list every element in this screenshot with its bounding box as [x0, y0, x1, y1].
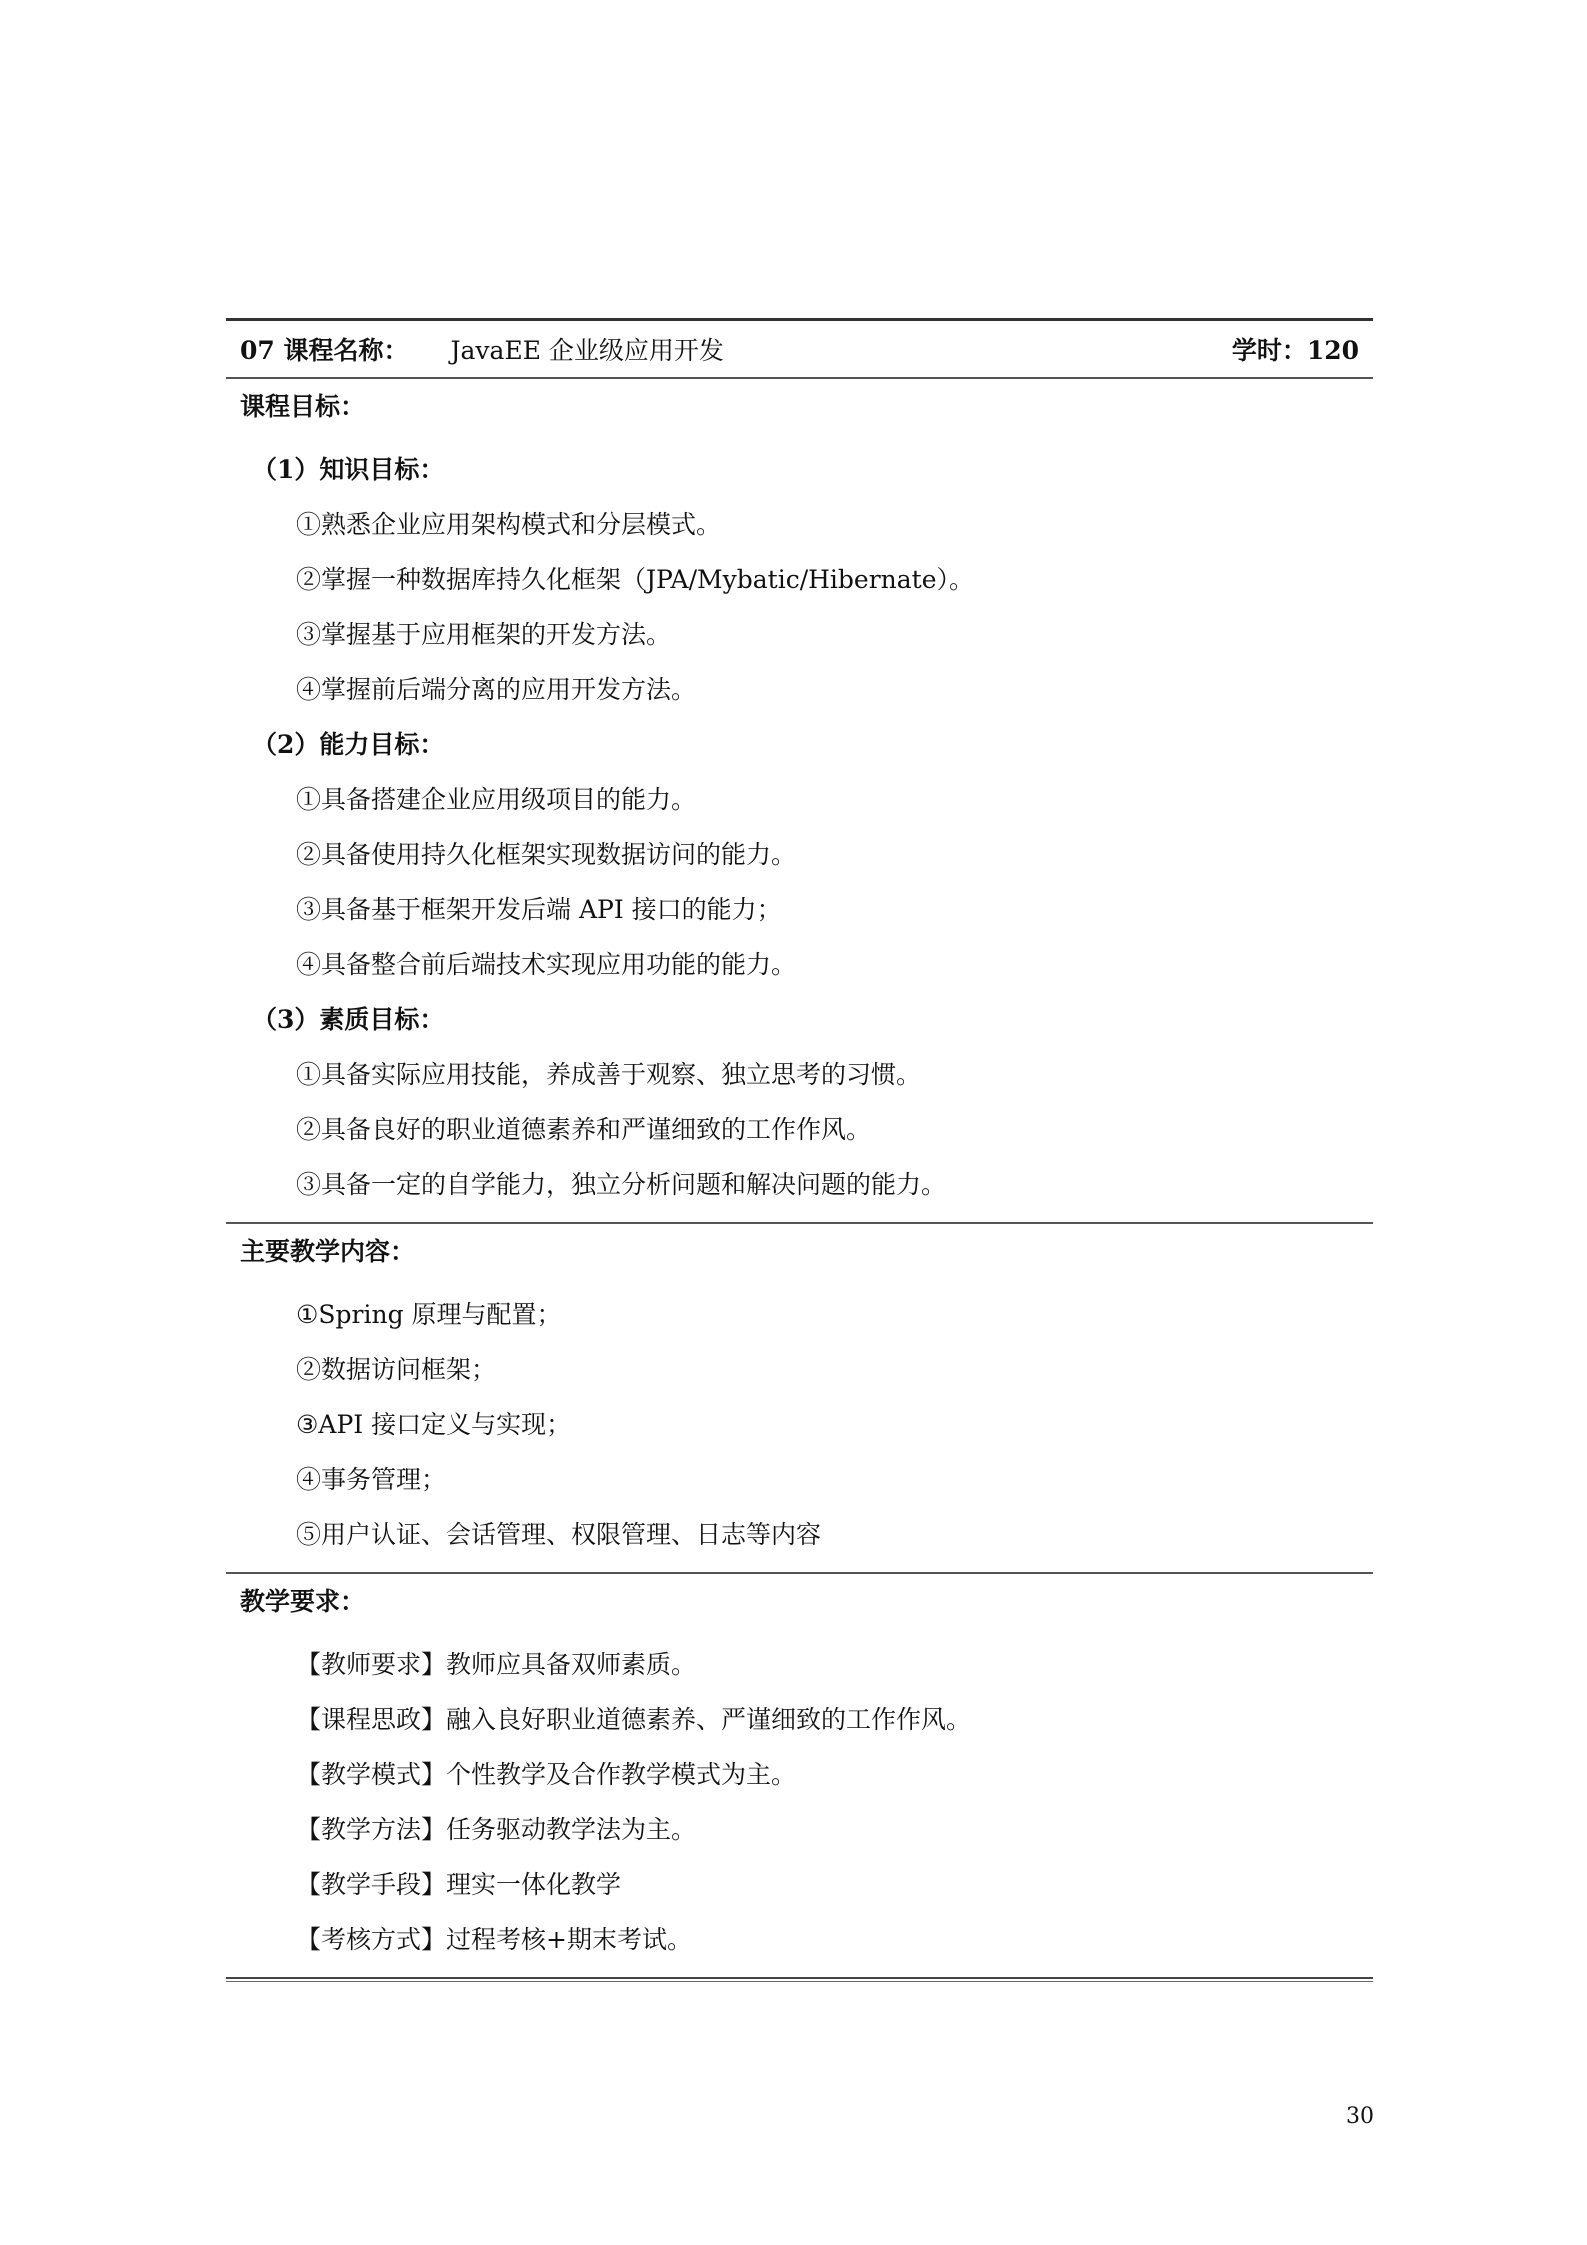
course-table: [226, 318, 1373, 1982]
requirement-item: 【教师要求】教师应具备双师素质。: [296, 1650, 697, 1679]
objectives-title: 课程目标：: [240, 392, 366, 421]
quality-item: ③具备一定的自学能力，独立分析问题和解决问题的能力。: [296, 1170, 947, 1199]
requirement-item: 【教学模式】个性教学及合作教学模式为主。: [296, 1760, 797, 1789]
content-title: 主要教学内容：: [240, 1237, 416, 1266]
course-name-label: 07 课程名称：: [240, 336, 409, 365]
ability-item: ④具备整合前后端技术实现应用功能的能力。: [296, 950, 797, 979]
requirement-item: 【课程思政】融入良好职业道德素养、严谨细致的工作作风。: [296, 1705, 972, 1734]
knowledge-item: ③掌握基于应用框架的开发方法。: [296, 620, 672, 649]
knowledge-objectives-title: （1）知识目标：: [252, 455, 445, 484]
quality-item: ②具备良好的职业道德素养和严谨细致的工作作风。: [296, 1115, 872, 1144]
ability-item: ①具备搭建企业应用级项目的能力。: [296, 785, 697, 814]
content-item: ③API 接口定义与实现；: [296, 1410, 572, 1439]
requirement-item: 【教学手段】理实一体化教学: [296, 1870, 622, 1899]
ability-item: ②具备使用持久化框架实现数据访问的能力。: [296, 840, 797, 869]
course-hours: 学时：120: [1231, 336, 1359, 365]
knowledge-item: ②掌握一种数据库持久化框架（JPA/Mybatic/Hibernate）。: [296, 565, 975, 594]
quality-objectives-title: （3）素质目标：: [252, 1005, 445, 1034]
requirements-section: [226, 1574, 1373, 1977]
course-name-value: JavaEE 企业级应用开发: [450, 336, 724, 365]
quality-item: ①具备实际应用技能，养成善于观察、独立思考的习惯。: [296, 1060, 922, 1089]
course-header-row: [226, 321, 1373, 377]
content-section: [226, 1224, 1373, 1572]
table-bottom-rule: [226, 1977, 1373, 1982]
requirements-title: 教学要求：: [240, 1587, 366, 1616]
requirement-item: 【考核方式】过程考核+期末考试。: [296, 1925, 692, 1954]
objectives-section: [226, 379, 1373, 1222]
content-item: ④事务管理；: [296, 1465, 447, 1494]
content-item: ②数据访问框架；: [296, 1355, 497, 1384]
knowledge-item: ①熟悉企业应用架构模式和分层模式。: [296, 510, 722, 539]
requirement-item: 【教学方法】任务驱动教学法为主。: [296, 1815, 697, 1844]
content-item: ①Spring 原理与配置；: [296, 1300, 562, 1329]
ability-item: ③具备基于框架开发后端 API 接口的能力；: [296, 895, 782, 924]
knowledge-item: ④掌握前后端分离的应用开发方法。: [296, 675, 697, 704]
ability-objectives-title: （2）能力目标：: [252, 730, 445, 759]
page-number: 30: [1346, 2104, 1374, 2129]
course-name-cell: [240, 331, 724, 367]
content-item: ⑤用户认证、会话管理、权限管理、日志等内容: [296, 1520, 822, 1549]
